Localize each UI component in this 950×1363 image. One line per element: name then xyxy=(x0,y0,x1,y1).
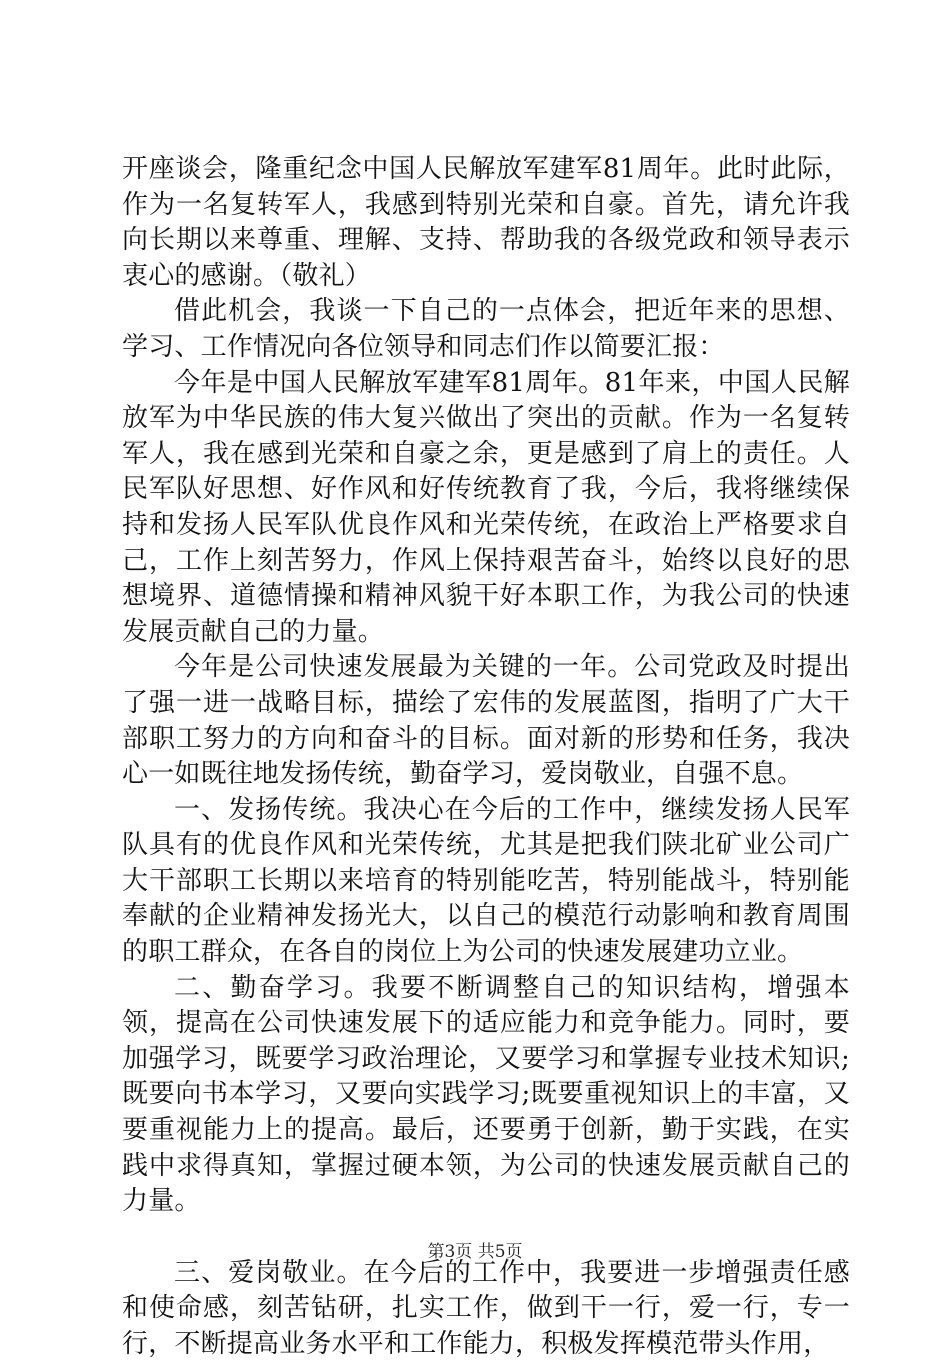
paragraph-opening: 开座谈会，隆重纪念中国人民解放军建军81周年。此时此际，作为一名复转军人，我感到特别光荣和自豪。首先，请允许我向长期以来尊重、理解、支持、帮助我的各级党政和领导表示衷心的感谢。（敬礼） xyxy=(122,154,850,291)
paragraph-point-two: 二、勤奋学习。我要不断调整自己的知识结构，增强本领，提高在公司快速发展下的适应能力和竞争能力。同时，要加强学习，既要学习政治理论，又要学习和掌握专业技术知识;既要向书本学习，又要向实践学习;既要重视知识上的丰富，又要重视能力上的提高。最后，还要勇于创新，勤于实践，在实践中求得真知，掌握过硬本领，为公司的快速发展贡献自己的力量。 xyxy=(122,972,850,1217)
paragraph-point-three: 三、爱岗敬业。在今后的工作中，我要进一步增强责任感和使命感，刻苦钻研，扎实工作，做到干一行，爱一行，专一行，不断提高业务水平和工作能力，积极发挥模范带头作用， xyxy=(122,1257,850,1359)
paragraph-point-one: 一、发扬传统。我决心在今后的工作中，继续发扬人民军队具有的优良作风和光荣传统，尤其是把我们陕北矿业公司广大干部职工长期以来培育的特别能吃苦，特别能战斗，特别能奉献的企业精神发扬光大，以自己的模范行动影响和教育周围的职工群众，在各自的岗位上为公司的快速发展建功立业。 xyxy=(122,794,850,968)
page-number-footer: 第3页 共5页 xyxy=(427,1242,523,1262)
paragraph-introduction: 借此机会，我谈一下自己的一点体会，把近年来的思想、学习、工作情况向各位领导和同志们作以简要汇报： xyxy=(122,296,850,362)
paragraph-anniversary: 今年是中国人民解放军建军81周年。81年来，中国人民解放军为中华民族的伟大复兴做出了突出的贡献。作为一名复转军人，我在感到光荣和自豪之余，更是感到了肩上的责任。人民军队好思想、好作风和好传统教育了我，今后，我将继续保持和发扬人民军队优良作风和光荣传统，在政治上严格要求自己，工作上刻苦努力，作风上保持艰苦奋斗，始终以良好的思想境界、道德情操和精神风貌干好本职工作，为我公司的快速发展贡献自己的力量。 xyxy=(122,367,850,647)
paragraph-company-goals: 今年是公司快速发展最为关键的一年。公司党政及时提出了强一进一战略目标，描绘了宏伟的发展蓝图，指明了广大干部职工努力的方向和奋斗的目标。面对新的形势和任务，我决心一如既往地发扬传统，勤奋学习，爱岗敬业，自强不息。 xyxy=(122,652,850,790)
document-body xyxy=(122,152,850,1363)
